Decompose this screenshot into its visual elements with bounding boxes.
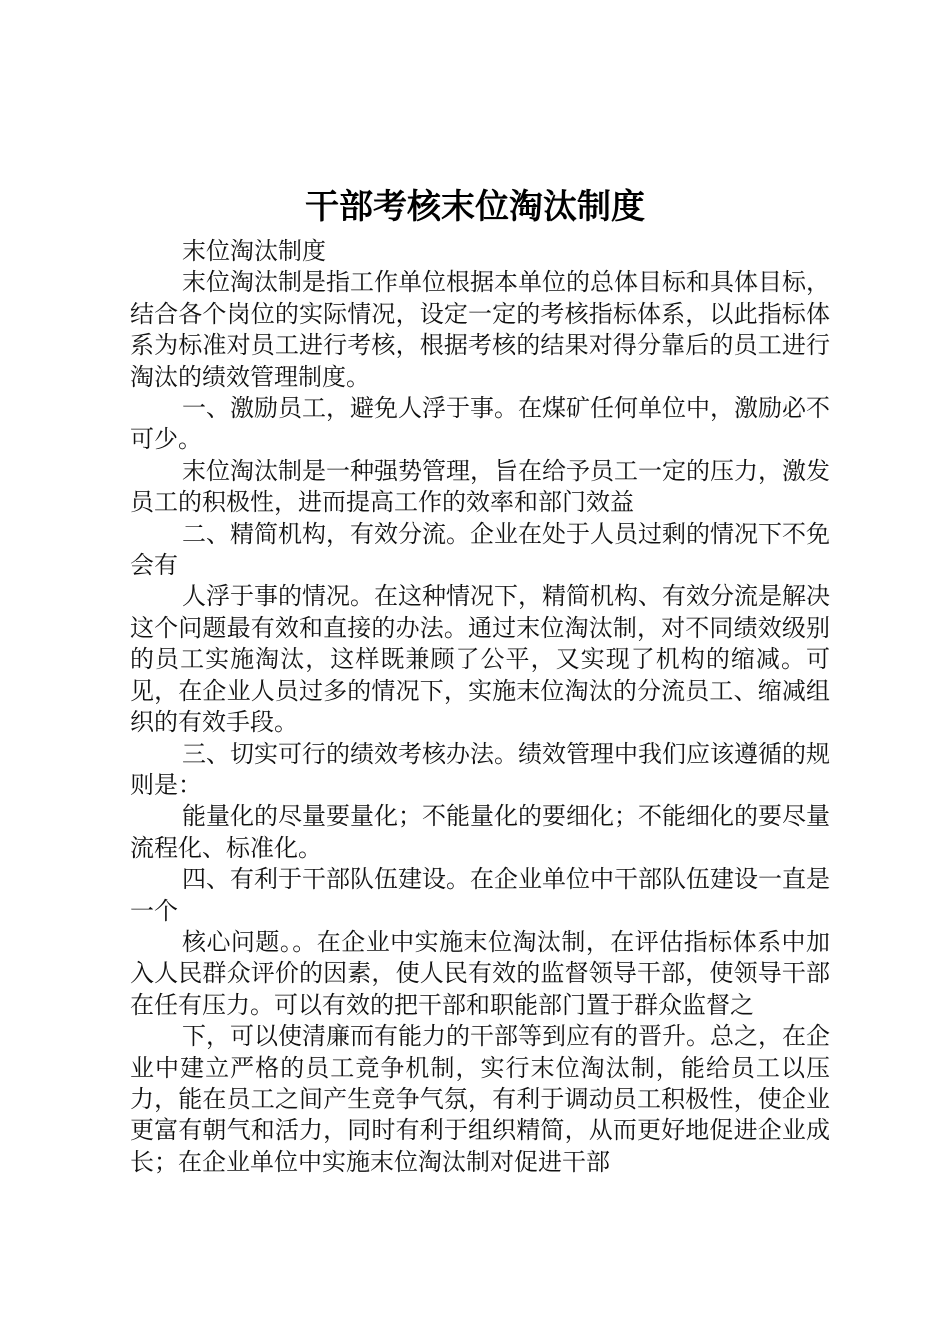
- paragraph: 二、精简机构，有效分流。企业在处于人员过剩的情况下不免会有: [130, 519, 830, 580]
- paragraph: 核心问题。。在企业中实施末位淘汰制，在评估指标体系中加入人民群众评价的因素，使人民有效的监督领导干部，使领导干部在任有压力。可以有效的把干部和职能部门置于群众监督之: [130, 927, 830, 1019]
- paragraph: 能量化的尽量要量化；不能量化的要细化；不能细化的要尽量流程化、标准化。: [130, 802, 830, 862]
- paragraph: 三、切实可行的绩效考核办法。绩效管理中我们应该遵循的规则是：: [130, 739, 830, 799]
- paragraph: 人浮于事的情况。在这种情况下，精简机构、有效分流是解决这个问题最有效和直接的办法。通过末位淘汰制，对不同绩效级别的员工实施淘汰，这样既兼顾了公平，又实现了机构的缩减。可见，在企业人员过多的情况下，实施末位淘汰的分流员工、缩减组织的有效手段。: [130, 582, 830, 737]
- document-title: 干部考核末位淘汰制度: [305, 187, 645, 227]
- document-body: [130, 236, 830, 1178]
- paragraph: 末位淘汰制度: [182, 237, 326, 265]
- paragraph: 一、激励员工，避免人浮于事。在煤矿任何单位中，激励必不可少。: [130, 394, 830, 454]
- paragraph: 四、有利于干部队伍建设。在企业单位中干部队伍建设一直是一个: [130, 865, 830, 925]
- paragraph: 末位淘汰制是一种强势管理，旨在给予员工一定的压力，激发员工的积极性，进而提高工作的效率和部门效益: [130, 456, 830, 517]
- paragraph: 下，可以使清廉而有能力的干部等到应有的晋升。总之，在企业中建立严格的员工竞争机制，实行末位淘汰制，能给员工以压力，能在员工之间产生竞争气氛，有利于调动员工积极性，使企业更富有朝气和活力，同时有利于组织精简，从而更好地促进企业成长；在企业单位中实施末位淘汰制对促进干部: [130, 1022, 830, 1176]
- paragraph: 末位淘汰制是指工作单位根据本单位的总体目标和具体目标，结合各个岗位的实际情况，设定一定的考核指标体系，以此指标体系为标准对员工进行考核，根据考核的结果对得分靠后的员工进行淘汰的绩效管理制度。: [130, 268, 830, 391]
